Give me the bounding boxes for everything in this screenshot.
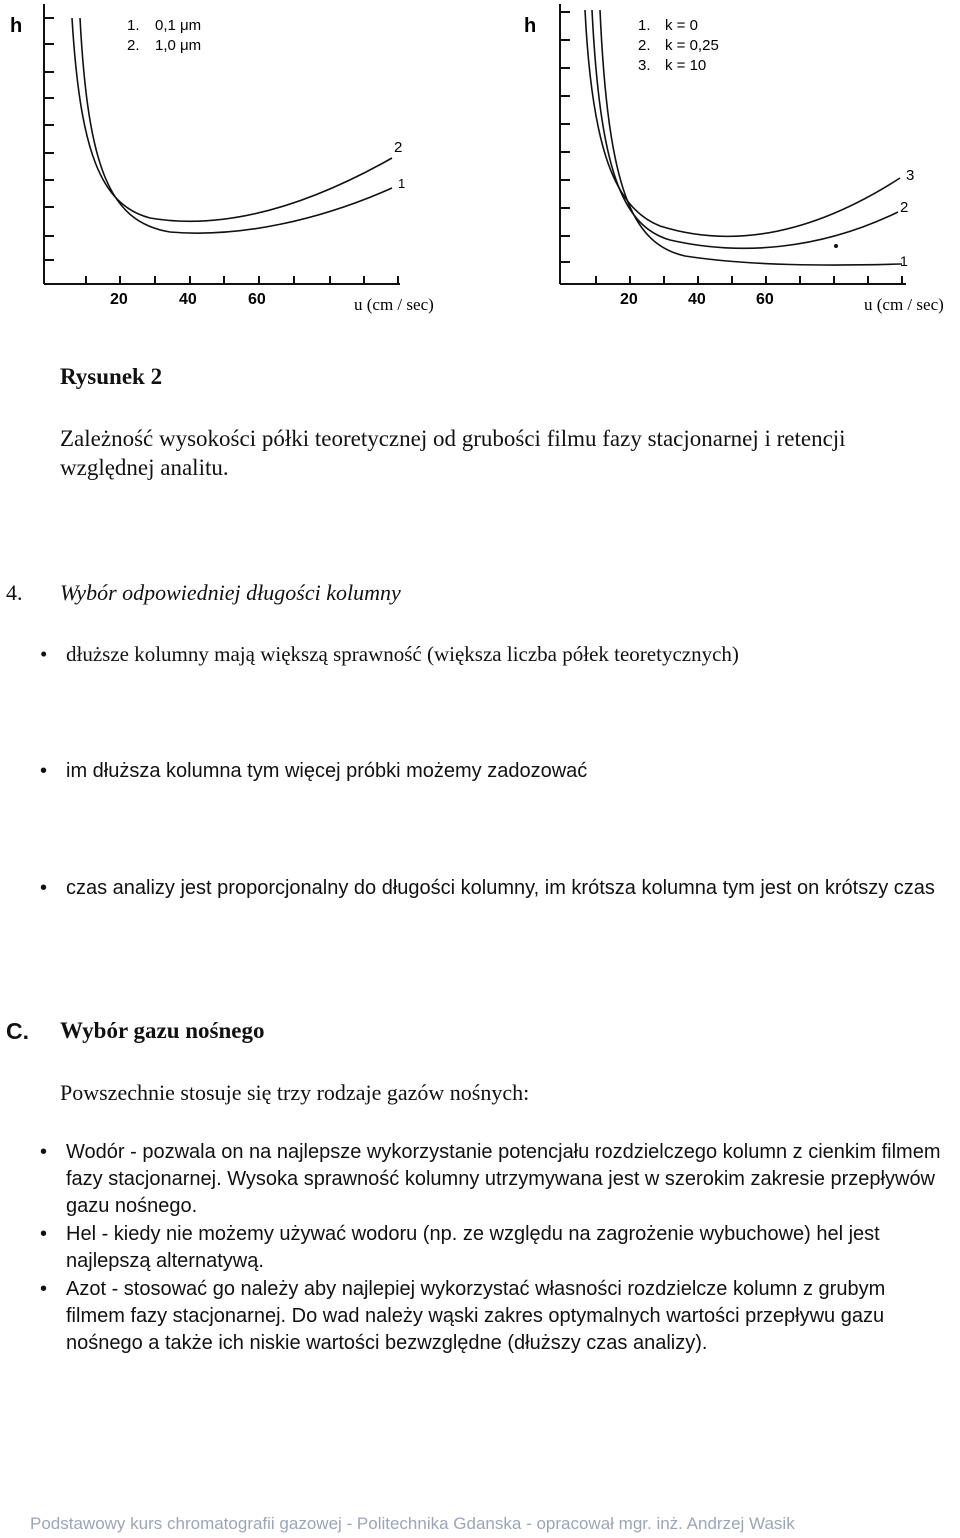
legend-num-1: 1. [127, 17, 140, 34]
page-footer: Podstawowy kurs chromatografii gazowej - Politechnika Gdanska - opracował mgr. inż. Andrzej Wasik [30, 1514, 795, 1533]
bullet-icon: • [40, 642, 48, 666]
section-title: Wybór gazu nośnego [60, 1018, 265, 1043]
list-item-text: czas analizy jest proporcjonalny do długości kolumny, im krótsza kolumna tym jest on krótszy czas [66, 877, 935, 899]
bullet-icon: • [40, 1223, 48, 1245]
legend-num-2: 2. [127, 37, 140, 54]
list-item-text: im dłuższa kolumna tym więcej próbki możemy zadozować [66, 760, 588, 782]
y-axis-label: h [10, 15, 23, 37]
section-letter: C. [6, 1018, 29, 1044]
x-tick-label: 40 [179, 291, 197, 308]
x-axis-label: u (cm / sec) [354, 295, 434, 314]
y-axis [560, 4, 570, 284]
section-number: 4. [6, 580, 23, 605]
chart-film-thickness [0, 0, 470, 330]
y-axis-label: h [524, 15, 537, 37]
legend-label-2: 1,0 μm [155, 37, 202, 54]
curve-label-1: 1 [398, 176, 406, 191]
curve-2 [72, 18, 392, 221]
curve-label-3: 3 [906, 167, 915, 184]
list-item-text: dłuższe kolumny mają większą sprawność (większa liczba półek teoretycznych) [66, 642, 739, 666]
curve-label-2: 2 [394, 139, 403, 156]
figure-caption-title: Rysunek 2 [60, 364, 163, 389]
curve-3 [585, 10, 900, 236]
chart-retention [510, 0, 960, 330]
section-title: Wybór odpowiedniej długości kolumny [60, 580, 401, 605]
x-tick-label: 60 [756, 291, 774, 308]
list-item-text: Azot - stosować go należy aby najlepiej wykorzystać własności rozdzielcze kolumn z grubym filmem fazy stacjonarnej. Do wad należy wąski zakres optymalnych wartości przepływu gazu nośnego a także ich niskie wartości bezwzględne (dłuższy czas analizy). [66, 1278, 886, 1354]
x-axis-label: u (cm / sec) [864, 295, 944, 314]
stray-dot [834, 244, 838, 248]
legend-label-3: k = 10 [665, 57, 707, 74]
list-item-text: Wodór - pozwala on na najlepsze wykorzystanie potencjału rozdzielczego kolumn z cienkim filmem fazy stacjonarnej. Wysoka sprawność kolumny utrzymywana jest w szerokim zakresie przepływów gazu nośnego. [66, 1141, 941, 1217]
legend-label-1: 0,1 μm [155, 17, 202, 34]
x-tick-label: 40 [688, 291, 706, 308]
legend-num-1: 1. [638, 17, 651, 34]
legend-label-1: k = 0 [665, 17, 698, 34]
x-tick-label: 20 [620, 291, 638, 308]
x-tick-label: 20 [110, 291, 128, 308]
bullet-icon: • [40, 877, 48, 899]
figure-caption-text: Zależność wysokości półki teoretycznej od grubości filmu fazy stacjonarnej i retencji względnej analitu. [60, 426, 846, 480]
legend-num-3: 3. [638, 57, 651, 74]
bullet-icon: • [40, 760, 48, 782]
y-axis [44, 4, 54, 284]
x-axis [44, 276, 400, 284]
x-tick-label: 60 [248, 291, 266, 308]
x-axis [560, 276, 906, 284]
curve-label-1: 1 [900, 253, 908, 269]
bullet-icon: • [40, 1278, 48, 1300]
list-item-text: Hel - kiedy nie możemy używać wodoru (np. ze względu na zagrożenie wybuchowe) hel jest najlepszą alternatywą. [66, 1223, 880, 1272]
section-intro: Powszechnie stosuje się trzy rodzaje gazów nośnych: [60, 1080, 530, 1105]
curve-label-2: 2 [900, 199, 909, 216]
legend-num-2: 2. [638, 37, 651, 54]
legend-label-2: k = 0,25 [665, 37, 719, 54]
bullet-icon: • [40, 1141, 48, 1163]
